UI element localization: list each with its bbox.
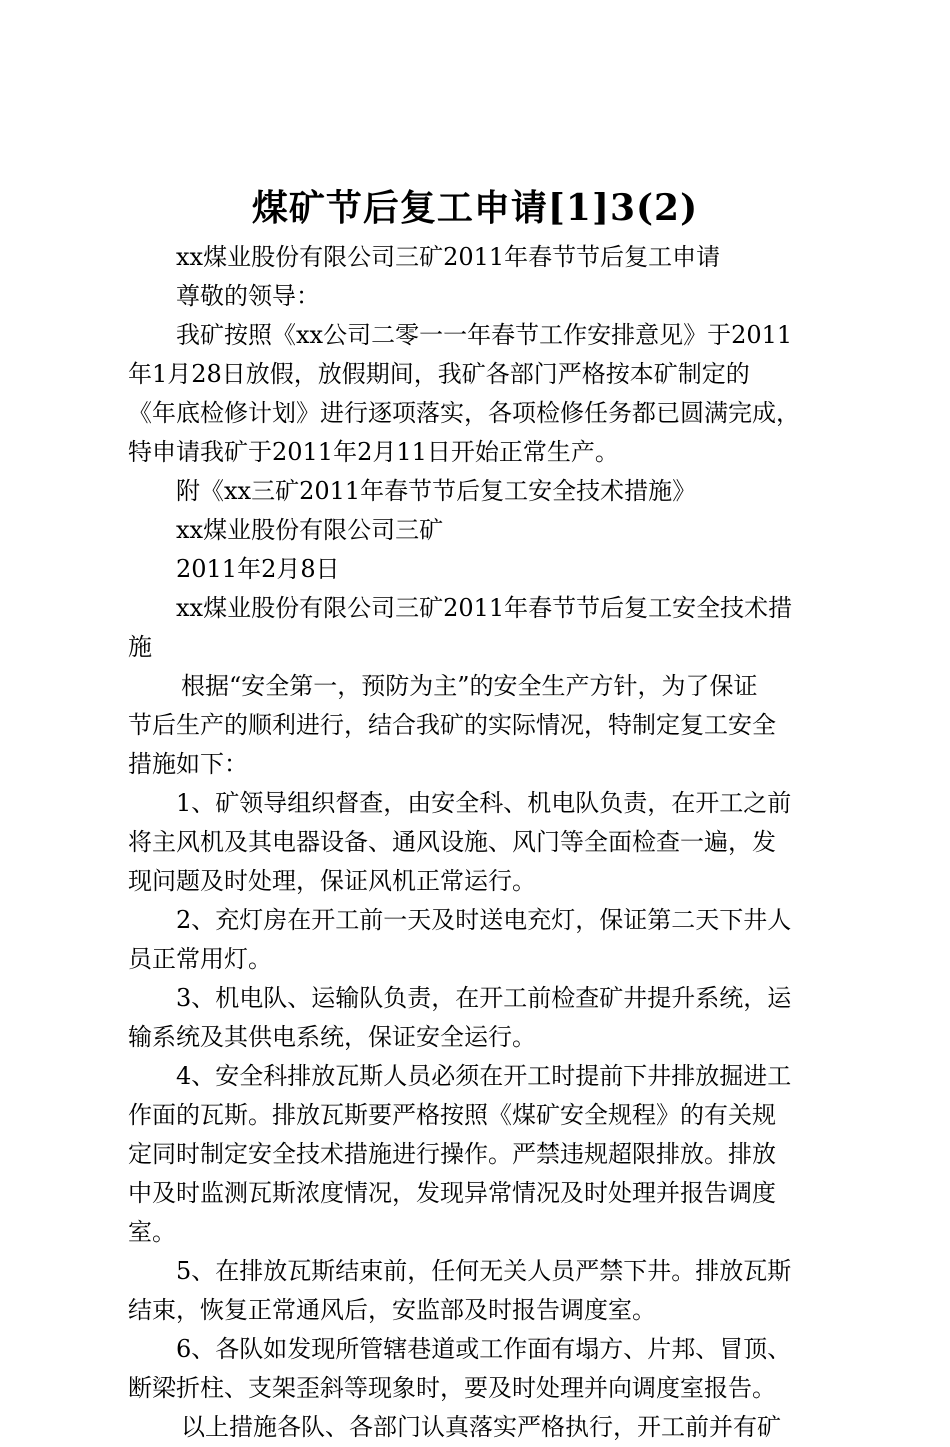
paragraph-line: 1、矿领导组织督查，由安全科、机电队负责，在开工之前 — [176, 789, 792, 817]
paragraph-line: 输系统及其供电系统，保证安全运行。 — [128, 1023, 536, 1051]
paragraph-line: 中及时监测瓦斯浓度情况，发现异常情况及时处理并报告调度 — [128, 1179, 776, 1207]
paragraph-line: 附《xx三矿2011年春节节后复工安全技术措施》 — [176, 477, 697, 505]
paragraph-line: 作面的瓦斯。排放瓦斯要严格按照《煤矿安全规程》的有关规 — [128, 1101, 776, 1129]
paragraph-line: 2011年2月8日 — [176, 555, 340, 583]
paragraph-line: 《年底检修计划》进行逐项落实，各项检修任务都已圆满完成， — [128, 399, 800, 427]
paragraph-line: xx煤业股份有限公司三矿2011年春节节后复工安全技术措 — [176, 594, 793, 622]
paragraph-line: 施 — [128, 633, 152, 661]
paragraph-line: 断梁折柱、支架歪斜等现象时，要及时处理并向调度室报告。 — [128, 1374, 776, 1402]
paragraph-line: 3、机电队、运输队负责，在开工前检查矿井提升系统，运 — [176, 984, 792, 1012]
paragraph-line: 将主风机及其电器设备、通风设施、风门等全面检查一遍，发 — [128, 828, 776, 856]
document-body — [128, 238, 833, 1447]
paragraph-line: xx煤业股份有限公司三矿2011年春节节后复工申请 — [176, 243, 721, 271]
paragraph-line: 2、充灯房在开工前一天及时送电充灯，保证第二天下井人 — [176, 906, 792, 934]
paragraph-line: 定同时制定安全技术措施进行操作。严禁违规超限排放。排放 — [128, 1140, 776, 1168]
paragraph-line: 4、安全科排放瓦斯人员必须在开工时提前下井排放掘进工 — [176, 1062, 792, 1090]
paragraph-line: 措施如下： — [128, 750, 248, 778]
paragraph-line: 根据“安全第一，预防为主”的安全生产方针，为了保证 — [181, 672, 758, 700]
paragraph-line: 员正常用灯。 — [128, 945, 272, 973]
paragraph-line: 5、在排放瓦斯结束前，任何无关人员严禁下井。排放瓦斯 — [176, 1257, 792, 1285]
paragraph-line: xx煤业股份有限公司三矿 — [176, 516, 444, 544]
paragraph-line: 我矿按照《xx公司二零一一年春节工作安排意见》于2011 — [176, 321, 793, 349]
paragraph-line: 尊敬的领导： — [176, 282, 320, 310]
paragraph-line: 年1月28日放假，放假期间，我矿各部门严格按本矿制定的 — [128, 360, 750, 388]
document-title: 煤矿节后复工申请[1]3(2) — [251, 187, 699, 229]
paragraph-line: 6、各队如发现所管辖巷道或工作面有塌方、片邦、冒顶、 — [176, 1335, 792, 1363]
paragraph-line: 特申请我矿于2011年2月11日开始正常生产。 — [128, 438, 619, 466]
paragraph-line: 室。 — [128, 1218, 176, 1246]
paragraph-line: 节后生产的顺利进行，结合我矿的实际情况，特制定复工安全 — [128, 711, 776, 739]
paragraph-line: 现问题及时处理，保证风机正常运行。 — [128, 867, 536, 895]
paragraph-line: 结束，恢复正常通风后，安监部及时报告调度室。 — [128, 1296, 656, 1324]
paragraph-line: 以上措施各队、各部门认真落实严格执行，开工前并有矿 — [181, 1413, 781, 1441]
